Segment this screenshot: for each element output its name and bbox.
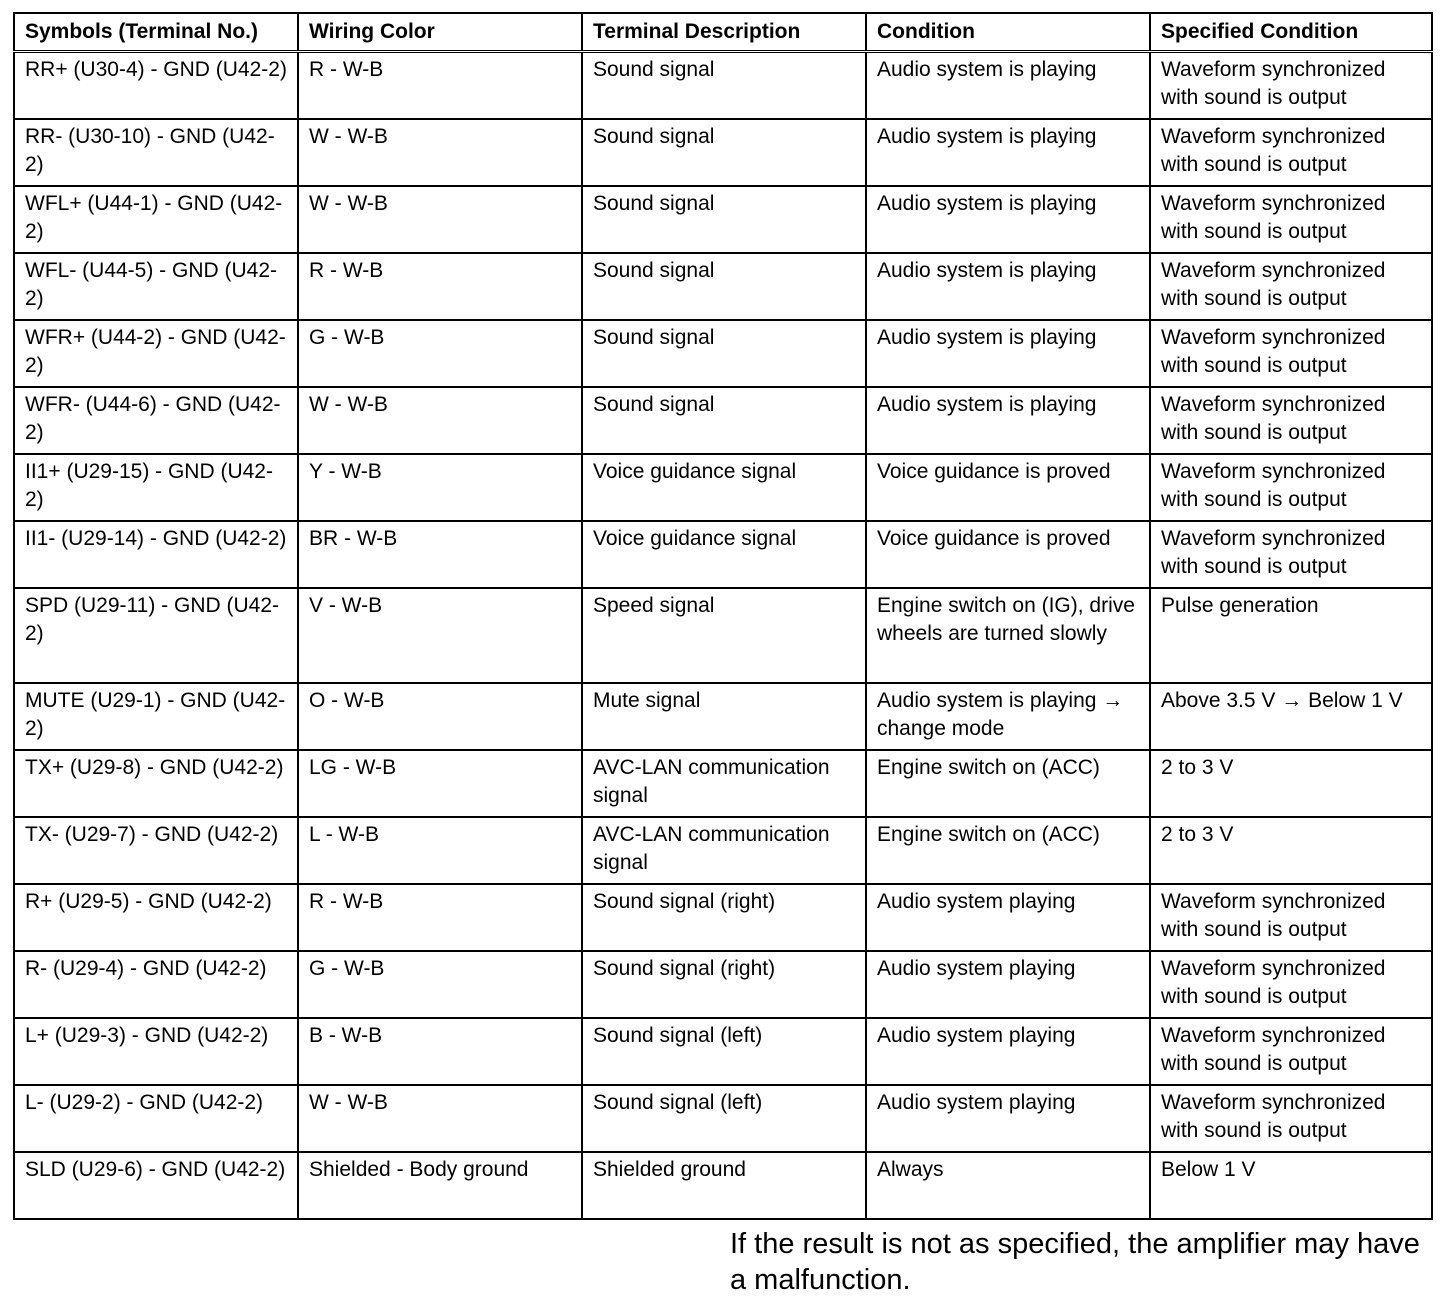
cell-description: Shielded ground [582,1152,866,1219]
table-row [14,1152,1432,1219]
header-wiring-color: Wiring Color [298,13,582,52]
cell-specified: Above 3.5 V → Below 1 V [1150,683,1432,750]
cell-wiring-color: W - W-B [298,387,582,454]
cell-symbol: WFR- (U44-6) - GND (U42-2) [14,387,298,454]
cell-description: Voice guidance signal [582,454,866,521]
table-row [14,588,1432,683]
header-symbols: Symbols (Terminal No.) [14,13,298,52]
table-row [14,750,1432,817]
cell-condition: Engine switch on (ACC) [866,817,1150,884]
cell-specified: Waveform synchronized with sound is output [1150,1085,1432,1152]
cell-condition: Audio system is playing [866,52,1150,120]
cell-wiring-color: W - W-B [298,186,582,253]
table-row [14,817,1432,884]
table-body [14,52,1432,1220]
cell-wiring-color: W - W-B [298,1085,582,1152]
cell-specified: Waveform synchronized with sound is output [1150,521,1432,588]
cell-condition: Audio system playing [866,951,1150,1018]
cell-symbol: RR+ (U30-4) - GND (U42-2) [14,52,298,120]
header-condition: Condition [866,13,1150,52]
table-header [14,13,1432,52]
cell-description: Mute signal [582,683,866,750]
cell-specified: Waveform synchronized with sound is output [1150,387,1432,454]
cell-condition: Engine switch on (IG), drive wheels are turned slowly [866,588,1150,683]
cell-wiring-color: LG - W-B [298,750,582,817]
cell-condition: Audio system is playing [866,320,1150,387]
cell-specified: Pulse generation [1150,588,1432,683]
header-row [14,13,1432,52]
cell-symbol: TX+ (U29-8) - GND (U42-2) [14,750,298,817]
cell-description: Sound signal [582,52,866,120]
cell-symbol: II1+ (U29-15) - GND (U42-2) [14,454,298,521]
cell-condition: Audio system is playing [866,186,1150,253]
table-row [14,683,1432,750]
cell-condition: Audio system playing [866,1085,1150,1152]
cell-wiring-color: Y - W-B [298,454,582,521]
cell-symbol: R+ (U29-5) - GND (U42-2) [14,884,298,951]
cell-description: Sound signal [582,387,866,454]
cell-specified: Waveform synchronized with sound is output [1150,1018,1432,1085]
table-row [14,1085,1432,1152]
cell-symbol: L+ (U29-3) - GND (U42-2) [14,1018,298,1085]
cell-specified: Waveform synchronized with sound is output [1150,951,1432,1018]
cell-description: Sound signal [582,186,866,253]
cell-wiring-color: R - W-B [298,884,582,951]
cell-wiring-color: W - W-B [298,119,582,186]
cell-symbol: WFL+ (U44-1) - GND (U42-2) [14,186,298,253]
table-row [14,521,1432,588]
cell-condition: Audio system playing [866,884,1150,951]
cell-wiring-color: G - W-B [298,320,582,387]
cell-condition: Voice guidance is proved [866,521,1150,588]
cell-condition: Audio system playing [866,1018,1150,1085]
table-row [14,387,1432,454]
cell-specified: 2 to 3 V [1150,750,1432,817]
cell-condition: Audio system is playing → change mode [866,683,1150,750]
cell-specified: Waveform synchronized with sound is output [1150,454,1432,521]
cell-symbol: TX- (U29-7) - GND (U42-2) [14,817,298,884]
table-row [14,320,1432,387]
cell-wiring-color: Shielded - Body ground [298,1152,582,1219]
cell-specified: Waveform synchronized with sound is output [1150,119,1432,186]
cell-wiring-color: L - W-B [298,817,582,884]
cell-symbol: II1- (U29-14) - GND (U42-2) [14,521,298,588]
cell-description: Sound signal (left) [582,1085,866,1152]
cell-specified: Waveform synchronized with sound is output [1150,320,1432,387]
cell-condition: Voice guidance is proved [866,454,1150,521]
cell-wiring-color: B - W-B [298,1018,582,1085]
cell-description: Sound signal (left) [582,1018,866,1085]
cell-specified: Below 1 V [1150,1152,1432,1219]
cell-symbol: WFL- (U44-5) - GND (U42-2) [14,253,298,320]
cell-description: Sound signal [582,320,866,387]
cell-wiring-color: G - W-B [298,951,582,1018]
header-terminal-description: Terminal Description [582,13,866,52]
cell-description: Sound signal [582,253,866,320]
cell-description: Sound signal [582,119,866,186]
cell-condition: Always [866,1152,1150,1219]
cell-wiring-color: R - W-B [298,52,582,120]
cell-condition: Audio system is playing [866,119,1150,186]
cell-condition: Audio system is playing [866,387,1150,454]
cell-symbol: R- (U29-4) - GND (U42-2) [14,951,298,1018]
cell-symbol: SPD (U29-11) - GND (U42-2) [14,588,298,683]
cell-condition: Engine switch on (ACC) [866,750,1150,817]
cell-specified: Waveform synchronized with sound is output [1150,186,1432,253]
cell-wiring-color: O - W-B [298,683,582,750]
cell-description: AVC-LAN communication signal [582,817,866,884]
cell-description: Sound signal (right) [582,884,866,951]
table-row [14,951,1432,1018]
table-row [14,1018,1432,1085]
table-row [14,119,1432,186]
cell-specified: Waveform synchronized with sound is output [1150,884,1432,951]
cell-symbol: WFR+ (U44-2) - GND (U42-2) [14,320,298,387]
cell-condition: Audio system is playing [866,253,1150,320]
table-row [14,454,1432,521]
cell-specified: 2 to 3 V [1150,817,1432,884]
table-row [14,186,1432,253]
header-specified-condition: Specified Condition [1150,13,1432,52]
cell-specified: Waveform synchronized with sound is output [1150,253,1432,320]
malfunction-note: If the result is not as specified, the amplifier may have a malfunction. [730,1228,1420,1296]
cell-specified: Waveform synchronized with sound is output [1150,52,1432,120]
terminal-spec-table [13,12,1433,1220]
cell-symbol: L- (U29-2) - GND (U42-2) [14,1085,298,1152]
cell-symbol: SLD (U29-6) - GND (U42-2) [14,1152,298,1219]
table-row [14,884,1432,951]
table-row [14,253,1432,320]
cell-description: Speed signal [582,588,866,683]
cell-description: Voice guidance signal [582,521,866,588]
cell-wiring-color: BR - W-B [298,521,582,588]
cell-wiring-color: V - W-B [298,588,582,683]
cell-wiring-color: R - W-B [298,253,582,320]
cell-symbol: RR- (U30-10) - GND (U42-2) [14,119,298,186]
table-row [14,52,1432,120]
cell-description: AVC-LAN communication signal [582,750,866,817]
cell-description: Sound signal (right) [582,951,866,1018]
cell-symbol: MUTE (U29-1) - GND (U42-2) [14,683,298,750]
